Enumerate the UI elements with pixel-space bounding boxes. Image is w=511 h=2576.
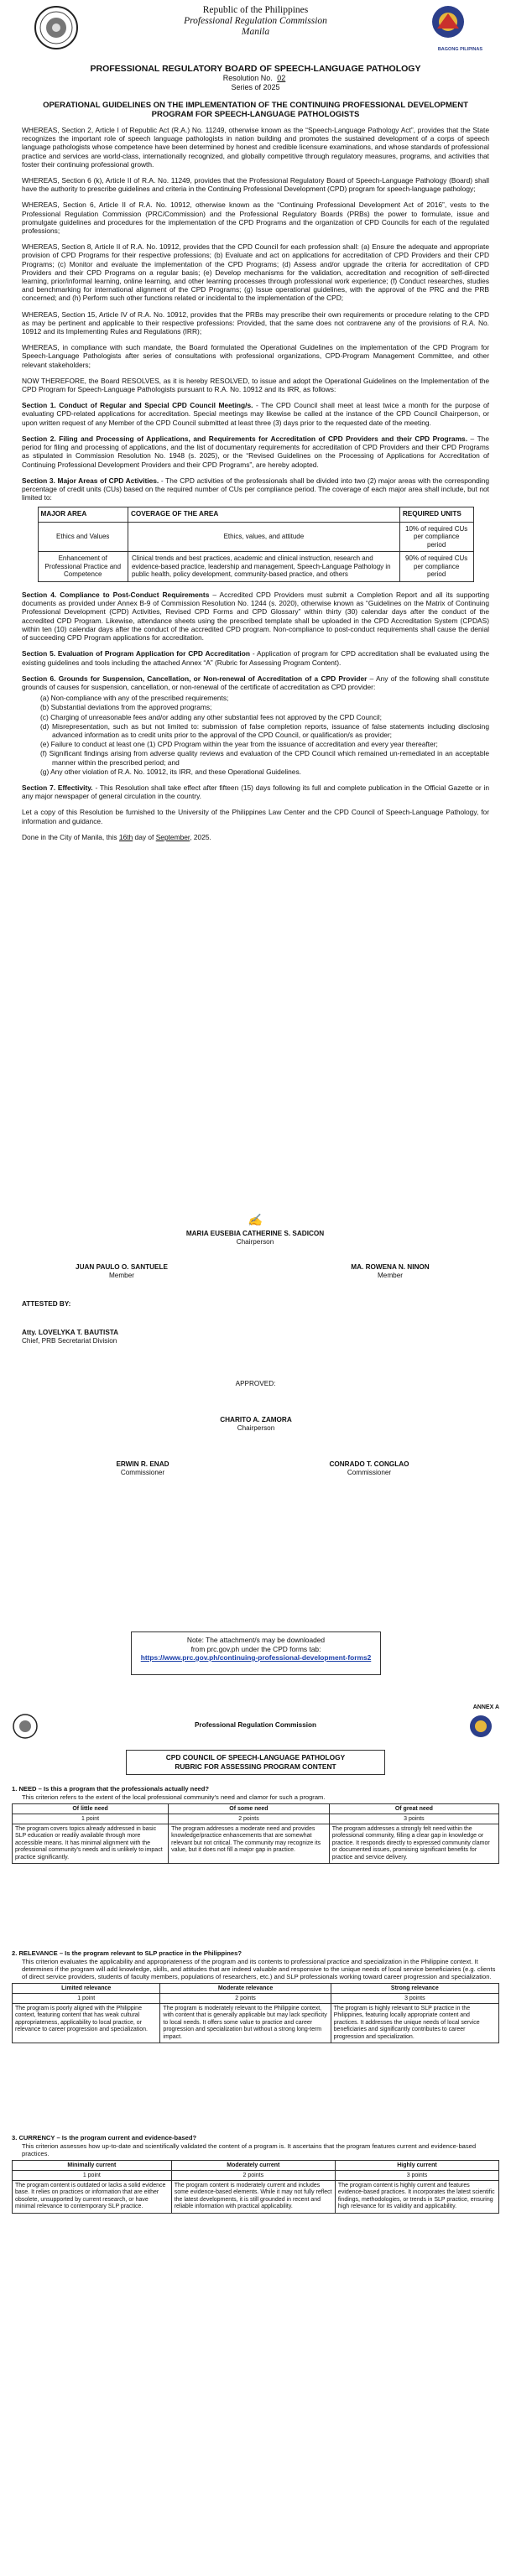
list-item: (c) Charging of unreasonable fees and/or adding any other substantial fees not approved by the CPD Council; bbox=[40, 712, 382, 721]
attestation: ATTESTED BY: Atty. LOVELYKA T. BAUTISTA Chief, PRB Secretariat Division bbox=[22, 1300, 119, 1345]
agency-line: Professional Regulation Commission bbox=[184, 16, 327, 26]
section-2: Section 2. Filing and Processing of Applications, and Requirements for Accreditation of CPD Providers and their CPD Programs. – The period for filing and processing of applications, and the list of documentary requirements for accreditation of CPD Providers and their CPD Programs as stipulated in Commission Resolution No. 1948 (s. 2025), or the “Revised Guidelines on the Processing of Applications for Accreditation of Continuing Professional Development Providers and their CPD Programs”, are hereby adopted. bbox=[22, 434, 490, 469]
resolution-title: OPERATIONAL GUIDELINES ON THE IMPLEMENTATION OF THE CONTINUING PROFESSIONAL DEVELOPMENT PROGRAM FOR SPEECH-LANGUAGE PATHOLOGISTS bbox=[43, 101, 468, 119]
list-item: (f) Significant findings arising from adverse quality reviews and evaluation of the CPD Council which remained un-remediated in an acceptable manner within the prescribed period; and bbox=[40, 749, 489, 767]
annex-letterhead bbox=[12, 1713, 499, 1743]
table-row: The program content is outdated or lacks a solid evidence base. It relies on practices or information that are either obsolete, unsupported by current research, or have minimal relevance to contemporary SLP practice. The program content is moderately current and includes some evidence-based elements. While it may not fully reflect the latest developments, it is still grounded in recent and reliable information with practical applicability. The program content is highly current and features evidence-based practices. It incorporates the latest scientific findings, methodologies, or trends in SLP practice, ensuring high relevance for its validity and applicability. bbox=[13, 2181, 499, 2214]
signature-member-2: MA. ROWENA N. NINON Member bbox=[351, 1263, 430, 1279]
rubric-table-relevance: Limited relevance Moderate relevance Strong relevance 1 point 2 points 3 points The program is poorly aligned with the Philippine context, featuring content that has weak cultural appropriateness, applicability to local practice, or relevance to career progression and specialization. The program is moderately relevant to the Philippine context, with content that is generally applicable but may lack specificity to local needs. It offers some value to practice and career progression and specialization but without a strong long-term impact. The program is highly relevant to SLP practice in the Philippines, featuring locally appropriate content and practices. It addresses the unique needs of local service beneficiaries and significantly contributes to career progression and specialization. bbox=[12, 1983, 499, 2043]
done-date: Done in the City of Manila, this 16th day of September, 2025. bbox=[22, 832, 211, 841]
list-item: (b) Substantial deviations from the approved programs; bbox=[40, 703, 212, 712]
cpd-forms-link[interactable]: https://www.prc.gov.ph/continuing-professional-development-forms2 bbox=[140, 1653, 372, 1662]
table-header: REQUIRED UNITS bbox=[399, 507, 473, 522]
signature-chairperson: ✍ MARIA EUSEBIA CATHERINE S. SADICON Chairperson bbox=[185, 1214, 325, 1246]
signature-prc-chairperson: CHARITO A. ZAMORA Chairperson bbox=[220, 1416, 292, 1432]
section-6: Section 6. Grounds for Suspension, Cancellation, or Non-renewal of Accreditation of a CPD Provider – Any of the following shall constitute grounds of causes for suspension, cancellation, or non-renewal of the certificate of accreditation as CPD provider: bbox=[22, 674, 489, 691]
approved-label: APPROVED: bbox=[235, 1380, 276, 1387]
section-3: Section 3. Major Areas of CPD Activities. - The CPD activities of the professionals shall be divided into two (2) major areas with the corresponding percentage of credit units (CUs) based on the required number of CUs per compliance period. The coverage of each major area shall include, but not limited to: bbox=[22, 476, 490, 502]
now-therefore: NOW THEREFORE, the Board RESOLVES, as it is hereby RESOLVED, to issue and adopt the Operational Guidelines on the Implementation of the CPD Program for Speech-Language Pathologists pursuant to R.A. No. 10912 and its IRR, as follows: bbox=[22, 376, 489, 394]
whereas-4: WHEREAS, Section 8, Article II of R.A. No. 10912, provides that the CPD Council for each profession shall: (a) Ensure the adequate and appropriate provision of CPD Programs for their respective professions; (b) Evaluate and act on applications for accreditation of CPD Providers and their CPD Programs; (c) Monitor and evaluate the implementation of the CPD Programs; (d) Assess and/or upgrade the criteria for accreditation of CPD Providers and their CPD Programs on a regular basis; (e) Develop mechanisms for the validation, accreditation and recognition of self-directed learning, prior/informal learning, online learning, and other learning processes through professional work experience; (f) Conduct researches, studies and benchmarking for international alignment of the CPD Programs; (g) Issue operational guidelines, with the approval of the PRC and the PRB concerned; and (h) Perform such other functions related or incidental to the implementation of the CPD; bbox=[22, 242, 489, 303]
list-item: (e) Failure to conduct at least one (1) CPD Program within the year from the issuance of accreditation and every year thereafter; bbox=[40, 740, 438, 749]
criterion-need: 1. NEED – Is this a program that the professionals actually need? This criterion refers to the extent of the local professional community's need and clamor for such a program. Of little need Of some need Of great need 1 point 2 points 3 points The program covers topics already addressed in basic SLP education or readily available through more accessible means. It has minimal alignment with the professional community's needs and is unlikely to impact practice significantly. The program addresses a moderate need and provides knowledge/practice enhancements that are somewhat relevant but not critical. The community may recognize its value, but it does not fill a major gap in practice. The program addresses a strongly felt need within the professional community, filling a clear gap in knowledge or practice. It responds directly to expressed community clamor or documented issues, promising significant benefits for practice and service delivery. bbox=[12, 1785, 499, 1864]
list-item: (g) Any other violation of R.A. No. 10912, its IRR, and these Operational Guidelines. bbox=[40, 767, 301, 776]
annex-agency: Professional Regulation Commission bbox=[194, 1721, 317, 1729]
table-row: Enhancement of Professional Practice and Competence Clinical trends and best practices, academic and clinical instruction, research and evidence-based practice, leadership and management, Speech-Language Pathology in public health, policy development, community-based practice, and others 90% of required CUs per compliance period bbox=[38, 552, 473, 582]
attachment-note: Note: The attachment/s may be downloaded from prc.gov.ph under the CPD forms tab: https://www.prc.gov.ph/continuing-professional-development-forms2 bbox=[131, 1631, 381, 1675]
country-line: Republic of the Philippines bbox=[202, 5, 309, 15]
bagong-pilipinas-logo-text: BAGONG PILIPINAS bbox=[437, 47, 482, 52]
whereas-1: WHEREAS, Section 2, Article I of Republic Act (R.A.) No. 11249, otherwise known as the “Speech-Language Pathology Act”, provides that the State recognizes the important role of speech language pathologists in nation building and promotes the sustained development of a corps of speech language pathologists whose competence have been determined by honest and credible licensure examinations, and whose standards of professional practice and services are world-class, internationally recognized, and globally competitive through regulatory measures, programs, and activities that foster their continuing professional growth. bbox=[22, 126, 489, 169]
grounds-list bbox=[40, 694, 489, 776]
table-header: COVERAGE OF THE AREA bbox=[128, 507, 399, 522]
whereas-2: WHEREAS, Section 6 (k), Article II of R.A. No. 11249, provides that the Professional Regulatory Board of Speech-Language Pathology (Board) shall have the authority to prescribe guidelines and criteria in the Continuing Professional Development (CPD) program for speech-language pathology; bbox=[22, 176, 489, 194]
prc-seal-icon bbox=[34, 5, 79, 50]
table-row: Ethics and Values Ethics, values, and attitude 10% of required CUs per compliance period bbox=[38, 522, 473, 552]
copy-furnished: Let a copy of this Resolution be furnished to the University of the Philippines Law Center and the CPD Council of Speech-Language Pathology, for information and guidance. bbox=[22, 808, 489, 825]
major-areas-table bbox=[38, 507, 474, 582]
list-item: (d) Misrepresentation, such as but not limited to: submission of false completion reports, issuance of false statements including disclosing advanced information as to credit units prior to the approval of the CPD Council, or qualification/s as provider; bbox=[40, 721, 489, 739]
signature-commissioner-1: ERWIN R. ENAD Commissioner bbox=[116, 1460, 169, 1476]
criterion-currency: 3. CURRENCY – Is the program current and evidence-based? This criterion assesses how up-to-date and scientifically validated the content of a program is. It ascertains that the program features current and evidence-based practices. Minimally current Moderately current Highly current 1 point 2 points 3 points The program content is outdated or lacks a solid evidence base. It relies on practices or information that are either obsolete, unsupported by current research, or have minimal relevance to contemporary SLP practice. The program content is moderately current and includes some evidence-based elements. While it may not fully reflect the latest developments, it is still grounded in recent and reliable information with practical applicability. The program content is highly current and features evidence-based practices. It incorporates the latest scientific findings, methodologies, or trends in SLP practice, ensuring high relevance for its validity and applicability. bbox=[12, 2134, 499, 2214]
board-name: PROFESSIONAL REGULATORY BOARD OF SPEECH-LANGUAGE PATHOLOGY bbox=[90, 64, 421, 74]
table-row: 1 point 2 points 3 points bbox=[13, 1994, 499, 2004]
rubric-table-need: Of little need Of some need Of great need 1 point 2 points 3 points The program covers topics already addressed in basic SLP education or readily available through more accessible means. It has minimal alignment with the professional community's needs and is unlikely to impact practice significantly. The program addresses a moderate need and provides knowledge/practice enhancements that are somewhat relevant but not critical. The community may recognize its value, but it does not fill a major gap in practice. The program addresses a strongly felt need within the professional community, filling a clear gap in knowledge or practice. It responds directly to expressed community clamor or documented issues, promising significant benefits for practice and service delivery. bbox=[12, 1803, 499, 1864]
signature-member-1: JUAN PAULO O. SANTUELE Member bbox=[76, 1263, 168, 1279]
city-line: Manila bbox=[241, 27, 270, 37]
list-item: (a) Non-compliance with any of the prescribed requirements; bbox=[40, 694, 229, 703]
table-row: 1 point 2 points 3 points bbox=[13, 1814, 499, 1824]
criterion-relevance: 2. RELEVANCE – Is the program relevant to SLP practice in the Philippines? This criterion evaluates the applicability and appropriateness of the program and its contents to professional practice and specialization in the Philippine context. It determines if the program will add knowledge, skills, and attitudes that are indeed valuable and responsive to the unique needs of local service beneficiaries (e.g. clients of direct service providers, students of faculty members, populations of researchers, etc.) and SLP professionals working toward career progression and specialization. Limited relevance Moderate relevance Strong relevance 1 point 2 points 3 points The program is poorly aligned with the Philippine context, featuring content that has weak cultural appropriateness, applicability to local practice, or relevance to career progression and specialization. The program is moderately relevant to the Philippine context, with content that is generally applicable but may lack specificity to local needs. It offers some value to practice and career progression and specialization but without a strong long-term impact. The program is highly relevant to SLP practice in the Philippines, featuring locally appropriate content and practices. It addresses the unique needs of local service beneficiaries and significantly contributes to career progression and specialization. bbox=[12, 1949, 499, 2043]
table-row: 1 point 2 points 3 points bbox=[13, 2171, 499, 2181]
section-5: Section 5. Evaluation of Program Application for CPD Accreditation - Application of program for CPD accreditation shall be evaluated using the existing guidelines and tools including the attached Annex “A” (Rubric for Assessing Program Content). bbox=[22, 649, 489, 667]
annex-label: ANNEX A bbox=[472, 1704, 499, 1710]
prc-seal-icon bbox=[12, 1713, 39, 1740]
signature-commissioner-2: CONRADO T. CONGLAO Commissioner bbox=[329, 1460, 409, 1476]
resolution-body bbox=[22, 126, 489, 841]
bagong-pilipinas-logo-icon bbox=[462, 1713, 499, 1740]
annex-title-box: CPD COUNCIL OF SPEECH-LANGUAGE PATHOLOGY RUBRIC FOR ASSESSING PROGRAM CONTENT bbox=[126, 1750, 385, 1775]
resolution-number: Resolution No. 02 bbox=[222, 74, 286, 82]
section-1: Section 1. Conduct of Regular and Special CPD Council Meeting/s. - The CPD Council shall meet at least twice a month for the purpose of evaluating CPD-related applications for accreditation. Special meetings may likewise be called at the instance of the CPD Council Chairperson, or upon written request of any Member of the CPD Council submitted at least three (3) days prior to the requested date of the meeting. bbox=[22, 401, 489, 427]
table-row: The program is poorly aligned with the Philippine context, featuring content that has weak cultural appropriateness, applicability to local practice, or relevance to career progression and specialization. The program is moderately relevant to the Philippine context, with content that is generally applicable but may lack specificity to local needs. It offers some value to practice and career progression and specialization but without a strong long-term impact. The program is highly relevant to SLP practice in the Philippines, featuring locally appropriate content and practices. It addresses the unique needs of local service beneficiaries and significantly contributes to career progression and specialization. bbox=[13, 2004, 499, 2043]
resolution-series: Series of 2025 bbox=[231, 83, 280, 91]
whereas-6: WHEREAS, in compliance with such mandate, the Board formulated the Operational Guidelines on the implementation of the CPD Program for Speech-Language Pathologists after series of consultations with professional organizations, CPD-Program Management Committee, and other relevant stakeholders; bbox=[22, 343, 489, 369]
rubric-table-currency: Minimally current Moderately current Highly current 1 point 2 points 3 points The program content is outdated or lacks a solid evidence base. It relies on practices or information that are either obsolete, unsupported by current research, or have minimal relevance to contemporary SLP practice. The program content is moderately current and includes some evidence-based elements. While it may not fully reflect the latest developments, it is still grounded in recent and reliable information with practical applicability. The program content is highly current and features evidence-based practices. It incorporates the latest scientific findings, methodologies, or trends in SLP practice, ensuring high relevance for its validity and applicability. bbox=[12, 2160, 499, 2214]
section-7: Section 7. Effectivity. - This Resolution shall take effect after fifteen (15) days following its full and complete publication in the Official Gazette or in any major newspaper of general circulation in the country. bbox=[22, 783, 489, 801]
whereas-5: WHEREAS, Section 15, Article IV of R.A. No. 10912, provides that the PRBs may prescribe their own requirements or procedure relating to the CPD as may be pertinent and applicable to their respective professions: Provided, that the same does not contravene any of the provisions of R.A. No. 10912 and its Implementing Rules and Regulations (IRR); bbox=[22, 310, 489, 336]
letterhead bbox=[0, 0, 511, 59]
table-row: The program covers topics already addressed in basic SLP education or readily available through more accessible means. It has minimal alignment with the professional community's needs and is unlikely to impact practice significantly. The program addresses a moderate need and provides knowledge/practice enhancements that are somewhat relevant but not critical. The community may recognize its value, but it does not fill a major gap in practice. The program addresses a strongly felt need within the professional community, filling a clear gap in knowledge or practice. It responds directly to expressed community clamor or documented issues, promising significant benefits for practice and service delivery. bbox=[13, 1824, 499, 1864]
annex-a-page bbox=[0, 1703, 511, 2576]
bagong-pilipinas-logo-icon bbox=[419, 3, 477, 50]
whereas-3: WHEREAS, Section 6, Article II of R.A. No. 10912, otherwise known as the “Continuing Professional Development Act of 2016”, vests to the Professional Regulation Commission (PRC/Commission) and the Professional Regulatory Boards (PRBs) the power to formulate, issue and promulgate guidelines and procedures for the implementation of the CPD Programs and the organization of CPD Councils for each of the regulated professions; bbox=[22, 200, 489, 236]
table-header: MAJOR AREA bbox=[38, 507, 128, 522]
section-4: Section 4. Compliance to Post-Conduct Requirements – Accredited CPD Providers must submit a Completion Report and all its supporting documents as provided under Annex B-9 of Commission Resolution No. 1244 (s. 2020), otherwise known as “Guidelines on the Matrix of Continuing Professional Development (CPD) Activities, Revised CPD Forms and CPD Glossary” within thirty (30) calendar days after the conduct of the accredited CPD Program. Likewise, attendance sheets using the prescribed template shall be uploaded in the CPD Accreditation System (CPDAS) within ten (10) calendar days after the conduct of the accredited CPD program. Non-compliance to post-conduct requirements shall cause the denial of succeeding CPD Program applications for accreditation. bbox=[22, 591, 489, 643]
